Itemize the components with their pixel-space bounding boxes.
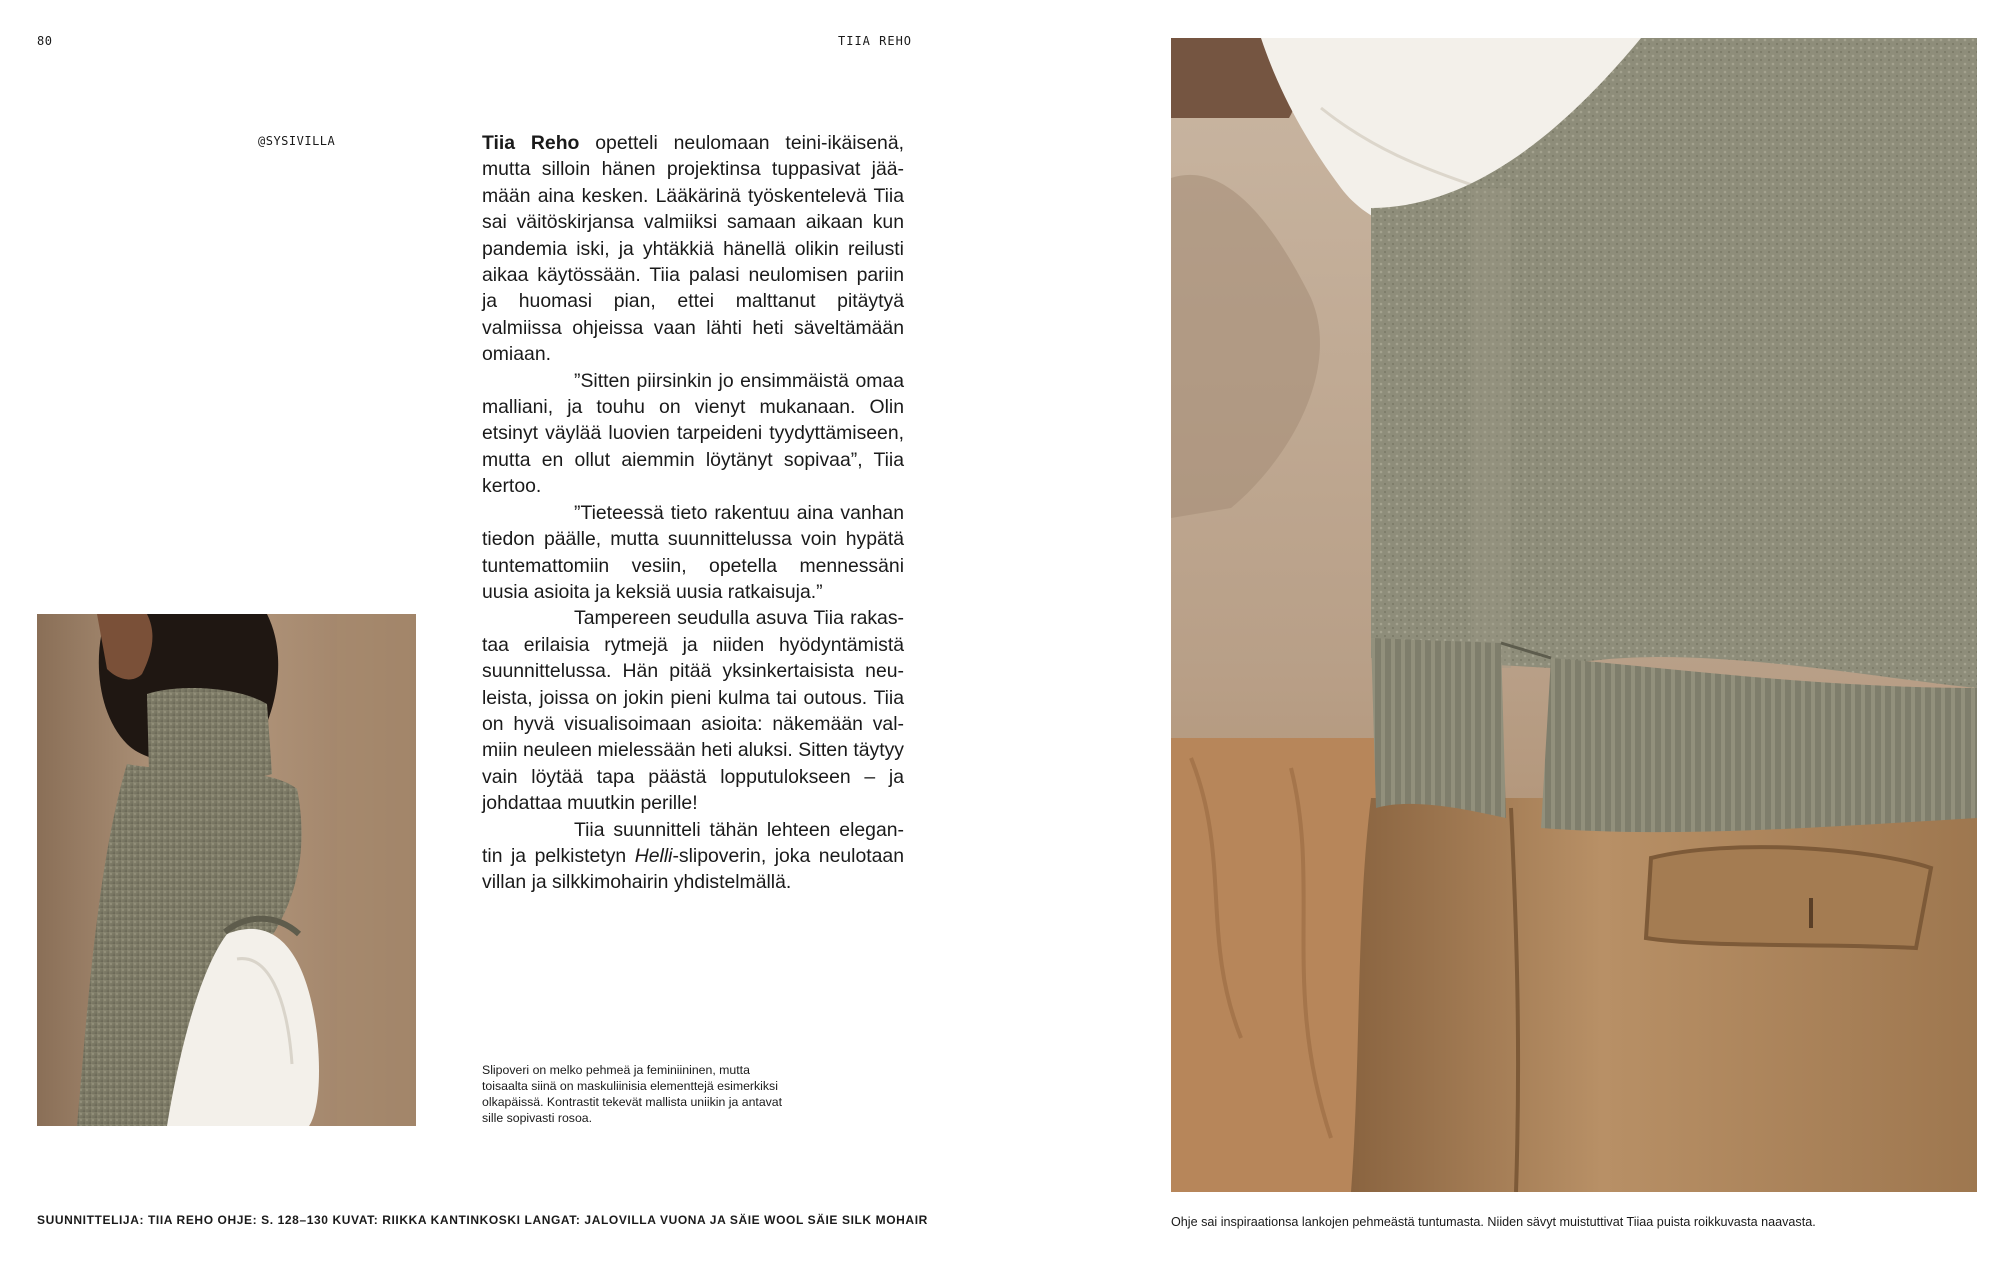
large-photo-caption: Ohje sai inspiraationsa lankojen pehmeästä tuntumasta. Niiden sävyt muistuttivat Tiiaa puista roikkuvasta naavasta. — [1171, 1215, 1816, 1229]
running-head: TIIA REHO — [838, 34, 913, 48]
small-photo-caption: Slipoveri on melko pehmeä ja feminiininen, mutta toisaalta siinä on maskuliinisia elementtejä esimerkiksi olkapäissä. Kontrastit tekevät mallista uniikin ja antavat sille sopivasti rosoa. — [482, 1063, 783, 1125]
paragraph-1 — [482, 130, 904, 368]
paragraph-5 — [482, 817, 904, 896]
paragraph-5-text-b: -slipoverin, joka neulotaan villan ja silkkimohairin yhdistelmällä. — [482, 844, 904, 894]
designer-handle: @SYSIVILLA — [258, 134, 336, 148]
paragraph-5-text-a: Tiia suunnitteli tähän lehteen elegantin ja pelkistetyn — [482, 818, 904, 867]
paragraph-3: ”Tieteessä tieto rakentuu aina vanhan tiedon päälle, mutta suunnittelussa voin hypätä tuntemattomiin vesiin, opetella mennessäni uusia asioita ja keksiä uusia ratkaisuja.” — [482, 501, 904, 603]
page-number: 80 — [37, 34, 53, 48]
designer-name: Tiia Reho — [482, 132, 580, 154]
credits-line: SUUNNITTELIJA: TIIA REHO OHJE: S. 128–130 KUVAT: RIIKKA KANTINKOSKI LANGAT: JALOVILLA VUONA JA SÄIE WOOL SÄIE SILK MOHAIR — [37, 1213, 928, 1227]
article-body — [482, 130, 904, 896]
pattern-name: Helli — [634, 844, 673, 867]
paragraph-2: ”Sitten piirsinkin jo ensimmäistä omaa malliani, ja touhu on vienyt mukanaan. Olin etsinyt väylää luovien tarpeideni tyydyttämiseen, mutta en ollut aiemmin löytänyt sopivaa”, Tiia kertoo. — [482, 369, 904, 498]
photo-vest-profile — [37, 614, 416, 1126]
paragraph-4: Tampereen seudulla asuva Tiia rakastaa erilaisia rytmejä ja niiden hyödyntämistä suunnittelussa. Hän pitää yksinkertaisista neuleista, joissa on jokin pieni kulma tai outous. Tiia on hyvä visualisoimaan asioita: näkemään valmiin neuleen mielessään heti aluksi. Sitten täytyy vain löytää tapa päästä lopputulokseen – ja johdattaa muutkin perille! — [482, 607, 904, 815]
photo-vest-closeup — [1171, 38, 1977, 1192]
paragraph-1-text: opetteli neulomaan teini-ikäisenä, mutta silloin hänen projektinsa tuppasivat jäämään aina kesken. Lääkärinä työskentelevä Tiia sai väitöskirjansa valmiiksi samaan aikaan kun pandemia iski, ja yhtäkkiä hänellä olikin reilusti aikaa käytössään. Tiia palasi neulomisen pariin ja huomasi pian, ettei malttanut pitäytyä valmiissa ohjeissa vaan lähti heti säveltämään omiaan. — [482, 132, 904, 366]
